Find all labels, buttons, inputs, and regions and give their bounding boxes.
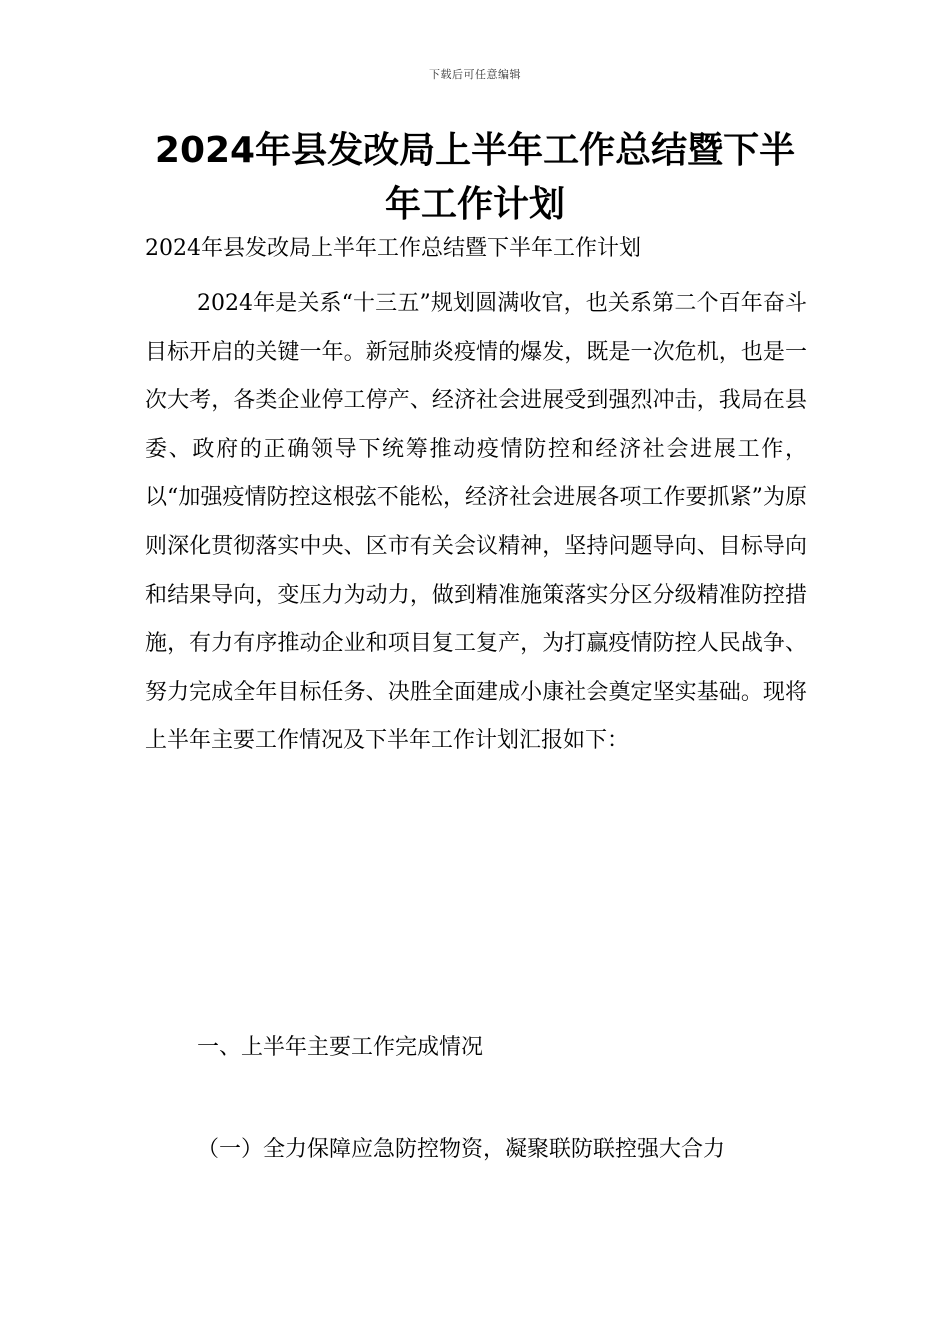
document-subtitle: 2024年县发改局上半年工作总结暨下半年工作计划 — [145, 236, 641, 261]
document-title: 2024年县发改局上半年工作总结暨下半年工作计划 — [154, 130, 796, 225]
header-note: 下载后可任意编辑 — [429, 68, 521, 81]
section-heading: 一、上半年主要工作完成情况 — [197, 1035, 484, 1060]
sub-heading: （一）全力保障应急防控物资，凝聚联防联控强大合力 — [197, 1137, 726, 1162]
intro-paragraph: 2024年是关系“十三五”规划圆满收官，也关系第二个百年奋斗目标开启的关键一年。新冠肺炎疫情的爆发，既是一次危机，也是一次大考，各类企业停工停产、经济社会进展受到强烈冲击，我局在县委、政府的正确领导下统筹推动疫情防控和经济社会进展工作，以“加强疫情防控这根弦不能松，经济社会进展各项工作要抓紧”为原则深化贯彻落实中央、区市有关会议精神，坚持问题导向、目标导向和结果导向，变压力为动力，做到精准施策落实分区分级精准防控措施，有力有序推动企业和项目复工复产，为打赢疫情防控人民战争、努力完成全年目标任务、决胜全面建成小康社会奠定坚实基础。现将上半年主要工作情况及下半年工作计划汇报如下： — [145, 291, 807, 754]
